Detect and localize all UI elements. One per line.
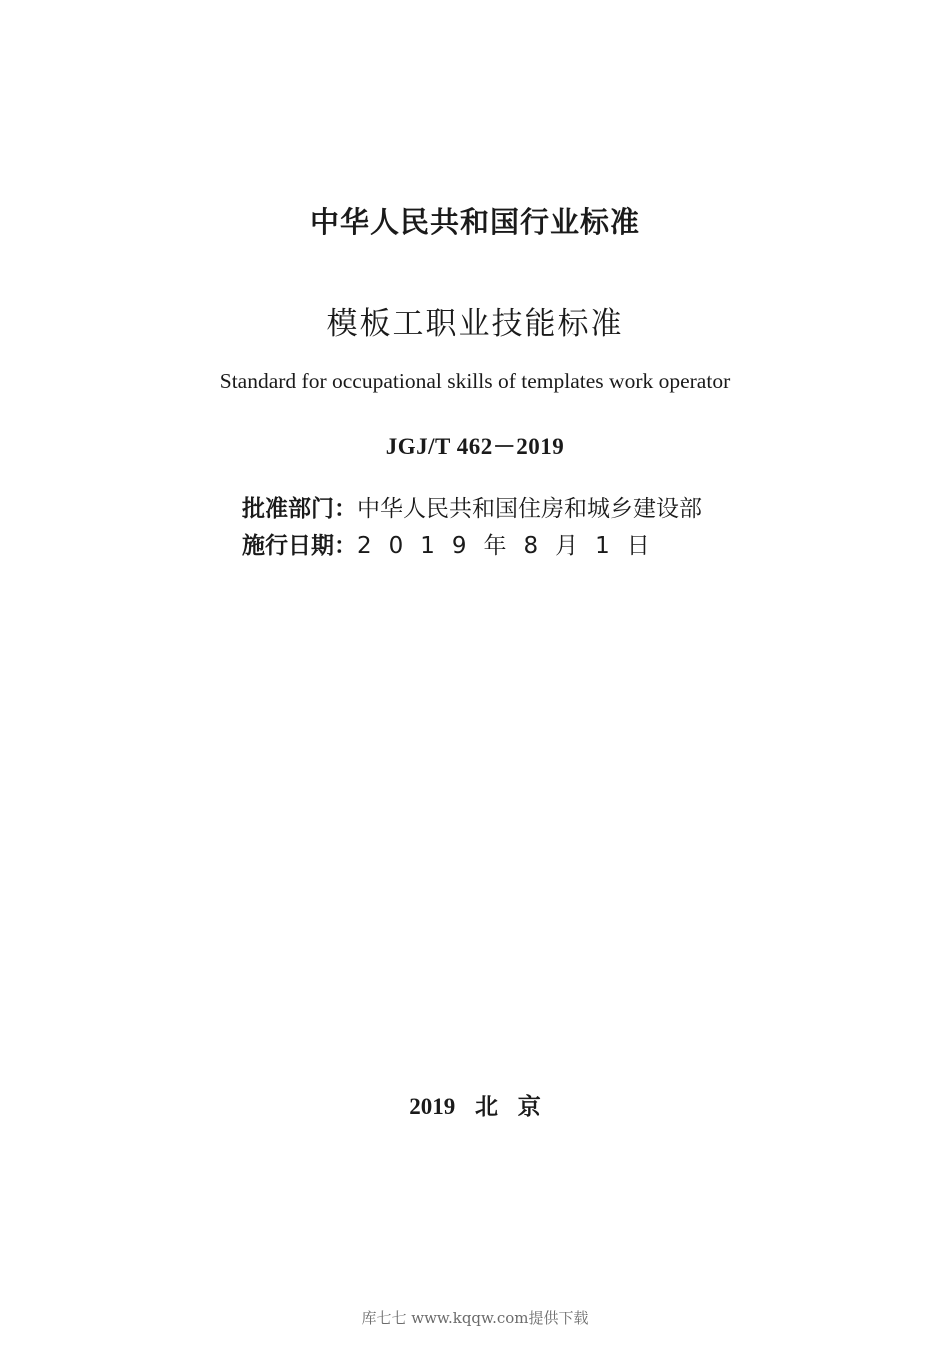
standard-title-chinese: 模板工职业技能标准 — [326, 306, 624, 342]
publication-city: 北 京 — [475, 1094, 541, 1119]
approval-value: 中华人民共和国住房和城乡建设部 — [357, 496, 702, 522]
effective-date-label: 施行日期： — [242, 533, 357, 559]
publication-year: 2019 — [409, 1094, 456, 1119]
standard-title-english: Standard for occupational skills of templates work operator — [219, 369, 731, 393]
effective-date — [242, 527, 667, 560]
approval-department — [242, 490, 702, 523]
effective-date-value: 2019年8月1日 — [357, 533, 667, 559]
approval-label: 批准部门： — [242, 496, 357, 522]
download-footer: 库七七 www.kqqw.com提供下载 — [361, 1309, 589, 1327]
industry-standard-heading: 中华人民共和国行业标准 — [309, 205, 640, 239]
publication-place — [0, 1088, 950, 1121]
standard-code: JGJ/T 462－2019 — [385, 434, 565, 459]
